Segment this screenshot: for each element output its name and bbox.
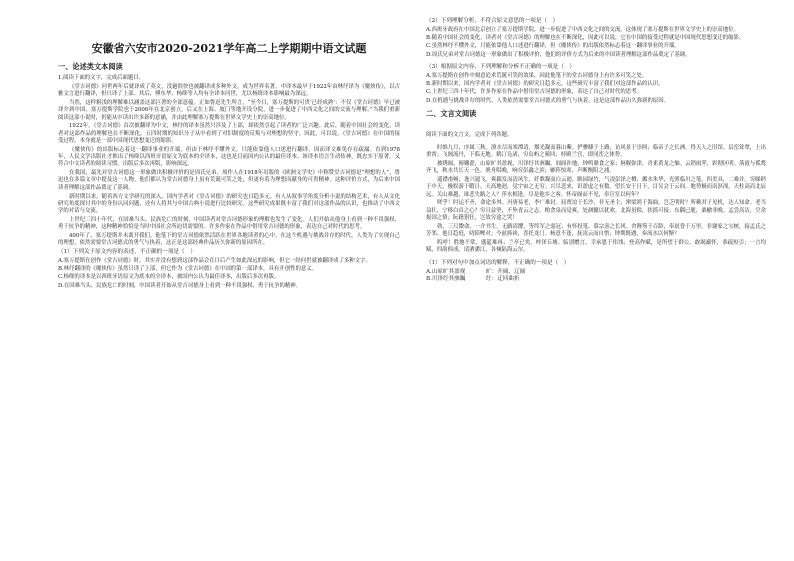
passage-paragraph: 400年了，塞万提斯并未离开我们。他笔下的堂吉诃德依然活跃在世界各地读者的心中。在这个机遇与挑战并存的时代，人类为了实现自己的理想，依然需要堂吉诃德式的勇气与执着，这正是这部经典作品历久弥新的原因所在。 [58,233,400,247]
question-2-option-c[interactable]: C.虽然林纾不懂外文，只能依靠他人口述进行翻译，但《魔侠传》的出版依然标志着这一翻译事业的开端。 [426,43,680,50]
question-4-stem: （1）下列对句中加点词语的解释，不正确的一项是（ ） [426,260,570,267]
passage-paragraph: 上世纪三四十年代，在国难当头、民族危亡的时刻，中国读者对堂吉诃德形象的理解也发生了变化。人们开始从他身上看到一种不畏强权、勇于抗争的精神，这种精神恰恰是当时中国社会所迫切需要的。许多作家在作品中借用堂吉诃德的形象，表达自己对时代的思考。 [58,216,400,231]
question-2-stem: （2）下列理解分析，不符合原文意思的一项是（ ） [426,18,559,24]
classical-paragraph: 嗟乎！时运不齐，命途多舛。冯唐易老，李广难封。屈贾谊于长沙，非无圣主；窜梁鸿于海曲，岂乏明时？所赖君子见机，达人知命。老当益壮，宁移白首之心？穷且益坚，不坠青云之志。酌贪泉而觉爽，处涸辙以犹欢。北海虽赊，扶摇可接；东隅已逝，桑榆非晚。孟尝高洁，空余报国之情；阮籍猖狂，岂效穷途之哭！ [426,200,766,222]
passage-paragraph: 在我国，最先对堂吉诃德这一形象做出积极评价的是周氏兄弟。周作人在1918年出版的《欧洲文学史》中称赞堂吉诃德是“理想的人”，鲁迅也在多篇文章中提及这一人物。他们都认为堂吉诃德身上虽有荒诞可笑之处，但更有着为理想而献身的可贵精神。这种评价方式，为后来中国读者理解这部作品奠定了基调。 [58,170,400,191]
question-intro: 1.阅读下面的文字，完成后面题目。 [58,75,145,81]
section-heading-reading: 一、论述类文本阅读 [58,62,123,71]
question-intro-classical: 阅读下面的文言文，完成下列各题。 [426,132,513,139]
question-2-option-a[interactable]: A.西班牙政府在中国北京创立了塞万提斯学院，进一步促进了中西文化之间的交流，这体现了塞万提斯在世界文学史上的崇高地位。 [426,26,739,33]
section-heading-classical: 二、文言文阅读 [426,109,477,119]
passage-paragraph: 当然，这样粗浅的理解难以涵盖这部巨著的全部意蕴。正如鲁迅先生所言，“至今日，塞万提斯的可贵‘已经成熟’：不仅《堂吉诃德》早已被译介到中国，塞万提斯学院也于2006年在北京创立，后又在上海、厦门等地开设分院，进一步促进了中西文化之间的交流与理解。”当我们重新阅读这部小说时，仍能从中读出许多新的意涵，并由此理解塞万提斯在世界文学史上的崇高地位。 [58,99,400,121]
question-3-option-b[interactable]: B.新时期以来，国内学者对《堂吉诃德》的研究日趋多元，这些研究丰富了我们对这部作品的认识。 [426,81,664,88]
passage-paragraph: 《魔侠传》的出版标志着这一翻译事业的开端，但由于林纾不懂外文，只能依靠他人口述进行翻译，因而译文难免存在疏漏。直到1978年，人民文学出版社才推出了杨绛以西班牙语原文为底本的全译本，这也是目前国内公认的最佳译本。该译本语言生动传神，既忠实于原著，又符合中文读者的阅读习惯，出版后多次再版，影响深远。 [58,146,400,168]
passage-paragraph: 《堂吉诃德》问世两年后就译成了英文，没過很快也被翻译成多种外文，成为世界名著。中译本最早于1922年由林纾译为《魔侠传》，以古雅文言进行翻译，但只译了上部。其后，傅东华、杨绛等人均有全译本问世，尤以杨绛译本影响最为深远。 [58,83,400,98]
option-answer: 纡：迂回曲折 [486,276,520,283]
classical-paragraph: 时维九月，序属三秋。潦水尽而寒潭清，烟光凝而暮山紫。俨骖騑于上路，访风景于崇阿；临帝子之长洲，得天人之旧馆。层峦耸翠，上出重霄；飞阁流丹，下临无地。鹤汀凫渚，穷岛屿之萦回；桂殿兰宫，即冈峦之体势。 [426,144,766,159]
option-label: B.川泽纡其骇瞩 [426,276,466,283]
question-3-option-d[interactable]: D.在机遇与挑战并存的时代，人类依然需要堂吉诃德式的勇气与执着，这是这部作品历久弥新的原因。 [426,97,670,104]
right-column [426,18,766,284]
question-4-option-b[interactable] [426,276,766,284]
option-label: A.山原旷其盈视 [426,268,466,275]
question-1-option-a[interactable]: A.塞万提斯在创作《堂吉诃德》时，其实并没有想到这部作品会在日后产生如此深远的影响，但它一经问世就被翻译成了多种文字。 [58,257,371,264]
passage-paragraph: 1922年，《堂吉诃德》首次被翻译为中文，林纾的译本虽然只涉及了上部，却依然引起了读者的广泛兴趣。此后，随着中国社会的变化，读者对这部作品的理解也在不断深化。五四时期的知识分子从中看到了对旧制度的反叛与对理想的坚守。因此，可以说，《堂吉诃德》在中国的接受过程，本身就是一部中国现代思想变迁的缩影。 [58,123,400,144]
question-3-option-a[interactable]: A.塞万提斯在创作中刻意追求荒诞可笑的效果，因此他笔下的堂吉诃德身上有许多可笑之处。 [426,72,648,79]
question-1-option-b[interactable]: B.林纾翻译的《魔侠传》虽然只译了上部，但它作为《堂吉诃德》在中国的第一部译本，具有开创性的意义。 [58,266,318,273]
question-1-stem: （1）下列关于原文内容的表述，不正确的一项是（ ） [58,249,196,256]
classical-paragraph: 遥襟甫畅，逸兴遄飞。爽籁发而清风生，纤歌凝而白云遏。睢园绿竹，气凌彭泽之樽；邺水朱华，光照临川之笔。四美具，二难并。穷睇眄于中天，极娱游于暇日。天高地迥，觉宇宙之无穷；兴尽悲来，识盈虚之有数。望长安于日下，目吴会于云间。地势极而南溟深，天柱高而北辰远。关山难越，谁悲失路之人？萍水相逢，尽是他乡之客。怀帝阍而不见，奉宣室以何年？ [426,177,766,198]
question-4-option-a[interactable] [426,269,766,277]
classical-paragraph: 勃，三尺微命，一介书生。无路请缨，等终军之弱冠；有怀投笔，慕宗悫之长风。舍簪笏于百龄，奉晨昏于万里。非谢家之宝树，接孟氏之芳邻。他日趋庭，叨陪鲤对；今兹捧袂，喜托龙门。杨意不逢，抚凌云而自惜；钟期既遇，奏流水以何惭？ [426,223,766,238]
question-3-stem: （3）根据原文内容，下列理解和分析不正确的一项是（ ） [426,64,575,71]
classical-paragraph: 披绣闼，俯雕甍，山原旷其盈视，川泽纡其骇瞩。闾阎扑地，钟鸣鼎食之家；舸舰弥津，青雀黄龙之舳。云销雨霁，彩彻区明。落霞与孤鹜齐飞，秋水共长天一色。渔舟唱晚，响穷彭蠡之滨；雁阵惊寒，声断衡阳之浦。 [426,160,766,175]
left-column [58,26,400,291]
question-2-option-b[interactable]: B.随着中国社会的变化，读者对《堂吉诃德》的理解也在不断深化，因此可以说，它在中国的接受过程就是中国现代思想变迁的缩影。 [426,35,745,42]
question-1-option-d[interactable]: D.在国难当头、民族危亡的时刻，中国读者开始从堂吉诃德身上看到一种不畏强权、勇于抗争的精神。 [58,282,302,289]
question-2-option-d[interactable]: D.周氏兄弟对堂吉诃德这一形象做出了积极评价，他们的评价方式为后来的中国读者理解这部作品奠定了基调。 [426,51,691,58]
classical-paragraph: 呜呼！胜地不常，盛筵难再；兰亭已矣，梓泽丘墟。临别赠言，幸承恩于伟饯；登高作赋，是所望于群公。敢竭鄙怀，恭疏短引；一言均赋，四韵俱成。请洒潘江，各倾陆海云尔。 [426,239,766,254]
option-answer: 旷：开阔、辽阔 [486,268,526,275]
question-3-option-c[interactable]: C.上世纪三四十年代，许多作家在作品中借用堂吉诃德的形象，表达了自己对时代的思考。 [426,89,642,96]
passage-paragraph: 新时期以来，随着西方文学研究的深入，国内学者对《堂吉诃德》的研究也日趋多元。有人从叙事学角度分析小说的结构艺术，有人从文化研究角度探讨其中的身份认同问题，还有人将其与中国古典小说进行比较研究。这些研究成果既丰富了我们对这部作品的认识，也推动了中西文学的对话与交流。 [58,193,400,215]
question-1-option-c[interactable]: C.杨绛的译本是以西班牙语原文为底本的全译本，被国内公认为最佳译本，出版后多次再版。 [58,274,280,281]
page-title: 安徽省六安市2020-2021学年高二上学期期中语文试题 [91,42,367,55]
